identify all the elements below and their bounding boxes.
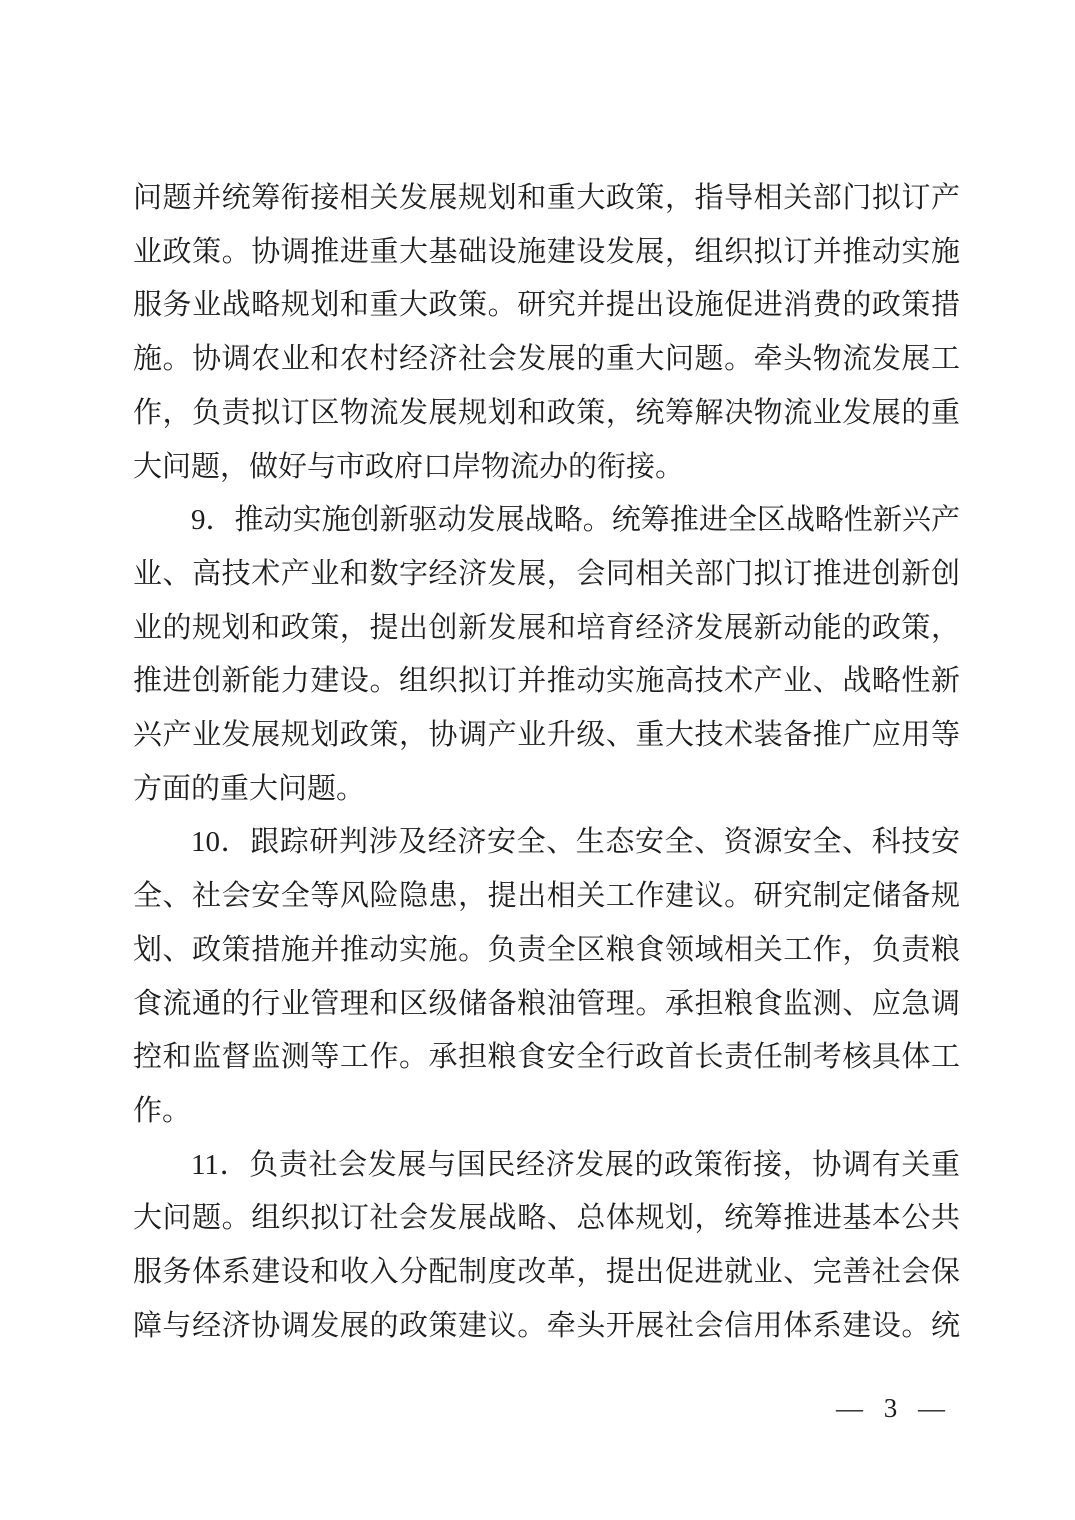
paragraph-item-10: 10．跟踪研判涉及经济安全、生态安全、资源安全、科技安全、社会安全等风险隐患，提出相关工作建议。研究制定储备规划、政策措施并推动实施。负责全区粮食领域相关工作，负责粮食流通的行业管理和区级储备粮油管理。承担粮食监测、应急调控和监督监测等工作。承担粮食安全行政首长责任制考核具体工作。 — [133, 826, 960, 1127]
page-number: — 3 — — [836, 1393, 947, 1423]
document-body — [133, 172, 960, 1353]
paragraph-continuation: 问题并统筹衔接相关发展规划和重大政策，指导相关部门拟订产业政策。协调推进重大基础设施建设发展，组织拟订并推动实施服务业战略规划和重大政策。研究并提出设施促进消费的政策措施。协调农业和农村经济社会发展的重大问题。牵头物流发展工作，负责拟订区物流发展规划和政策，统筹解决物流业发展的重大问题，做好与市政府口岸物流办的衔接。 — [133, 182, 960, 483]
paragraph-item-11: 11．负责社会发展与国民经济发展的政策衔接，协调有关重大问题。组织拟订社会发展战略、总体规划，统筹推进基本公共服务体系建设和收入分配制度改革，提出促进就业、完善社会保障与经济协调发展的政策建议。牵头开展社会信用体系建设。统 — [133, 1148, 960, 1342]
paragraph-item-9: 9．推动实施创新驱动发展战略。统筹推进全区战略性新兴产业、高技术产业和数字经济发展，会同相关部门拟订推进创新创业的规划和政策，提出创新发展和培育经济发展新动能的政策，推进创新能力建设。组织拟订并推动实施高技术产业、战略性新兴产业发展规划政策，协调产业升级、重大技术装备推广应用等方面的重大问题。 — [133, 504, 960, 805]
